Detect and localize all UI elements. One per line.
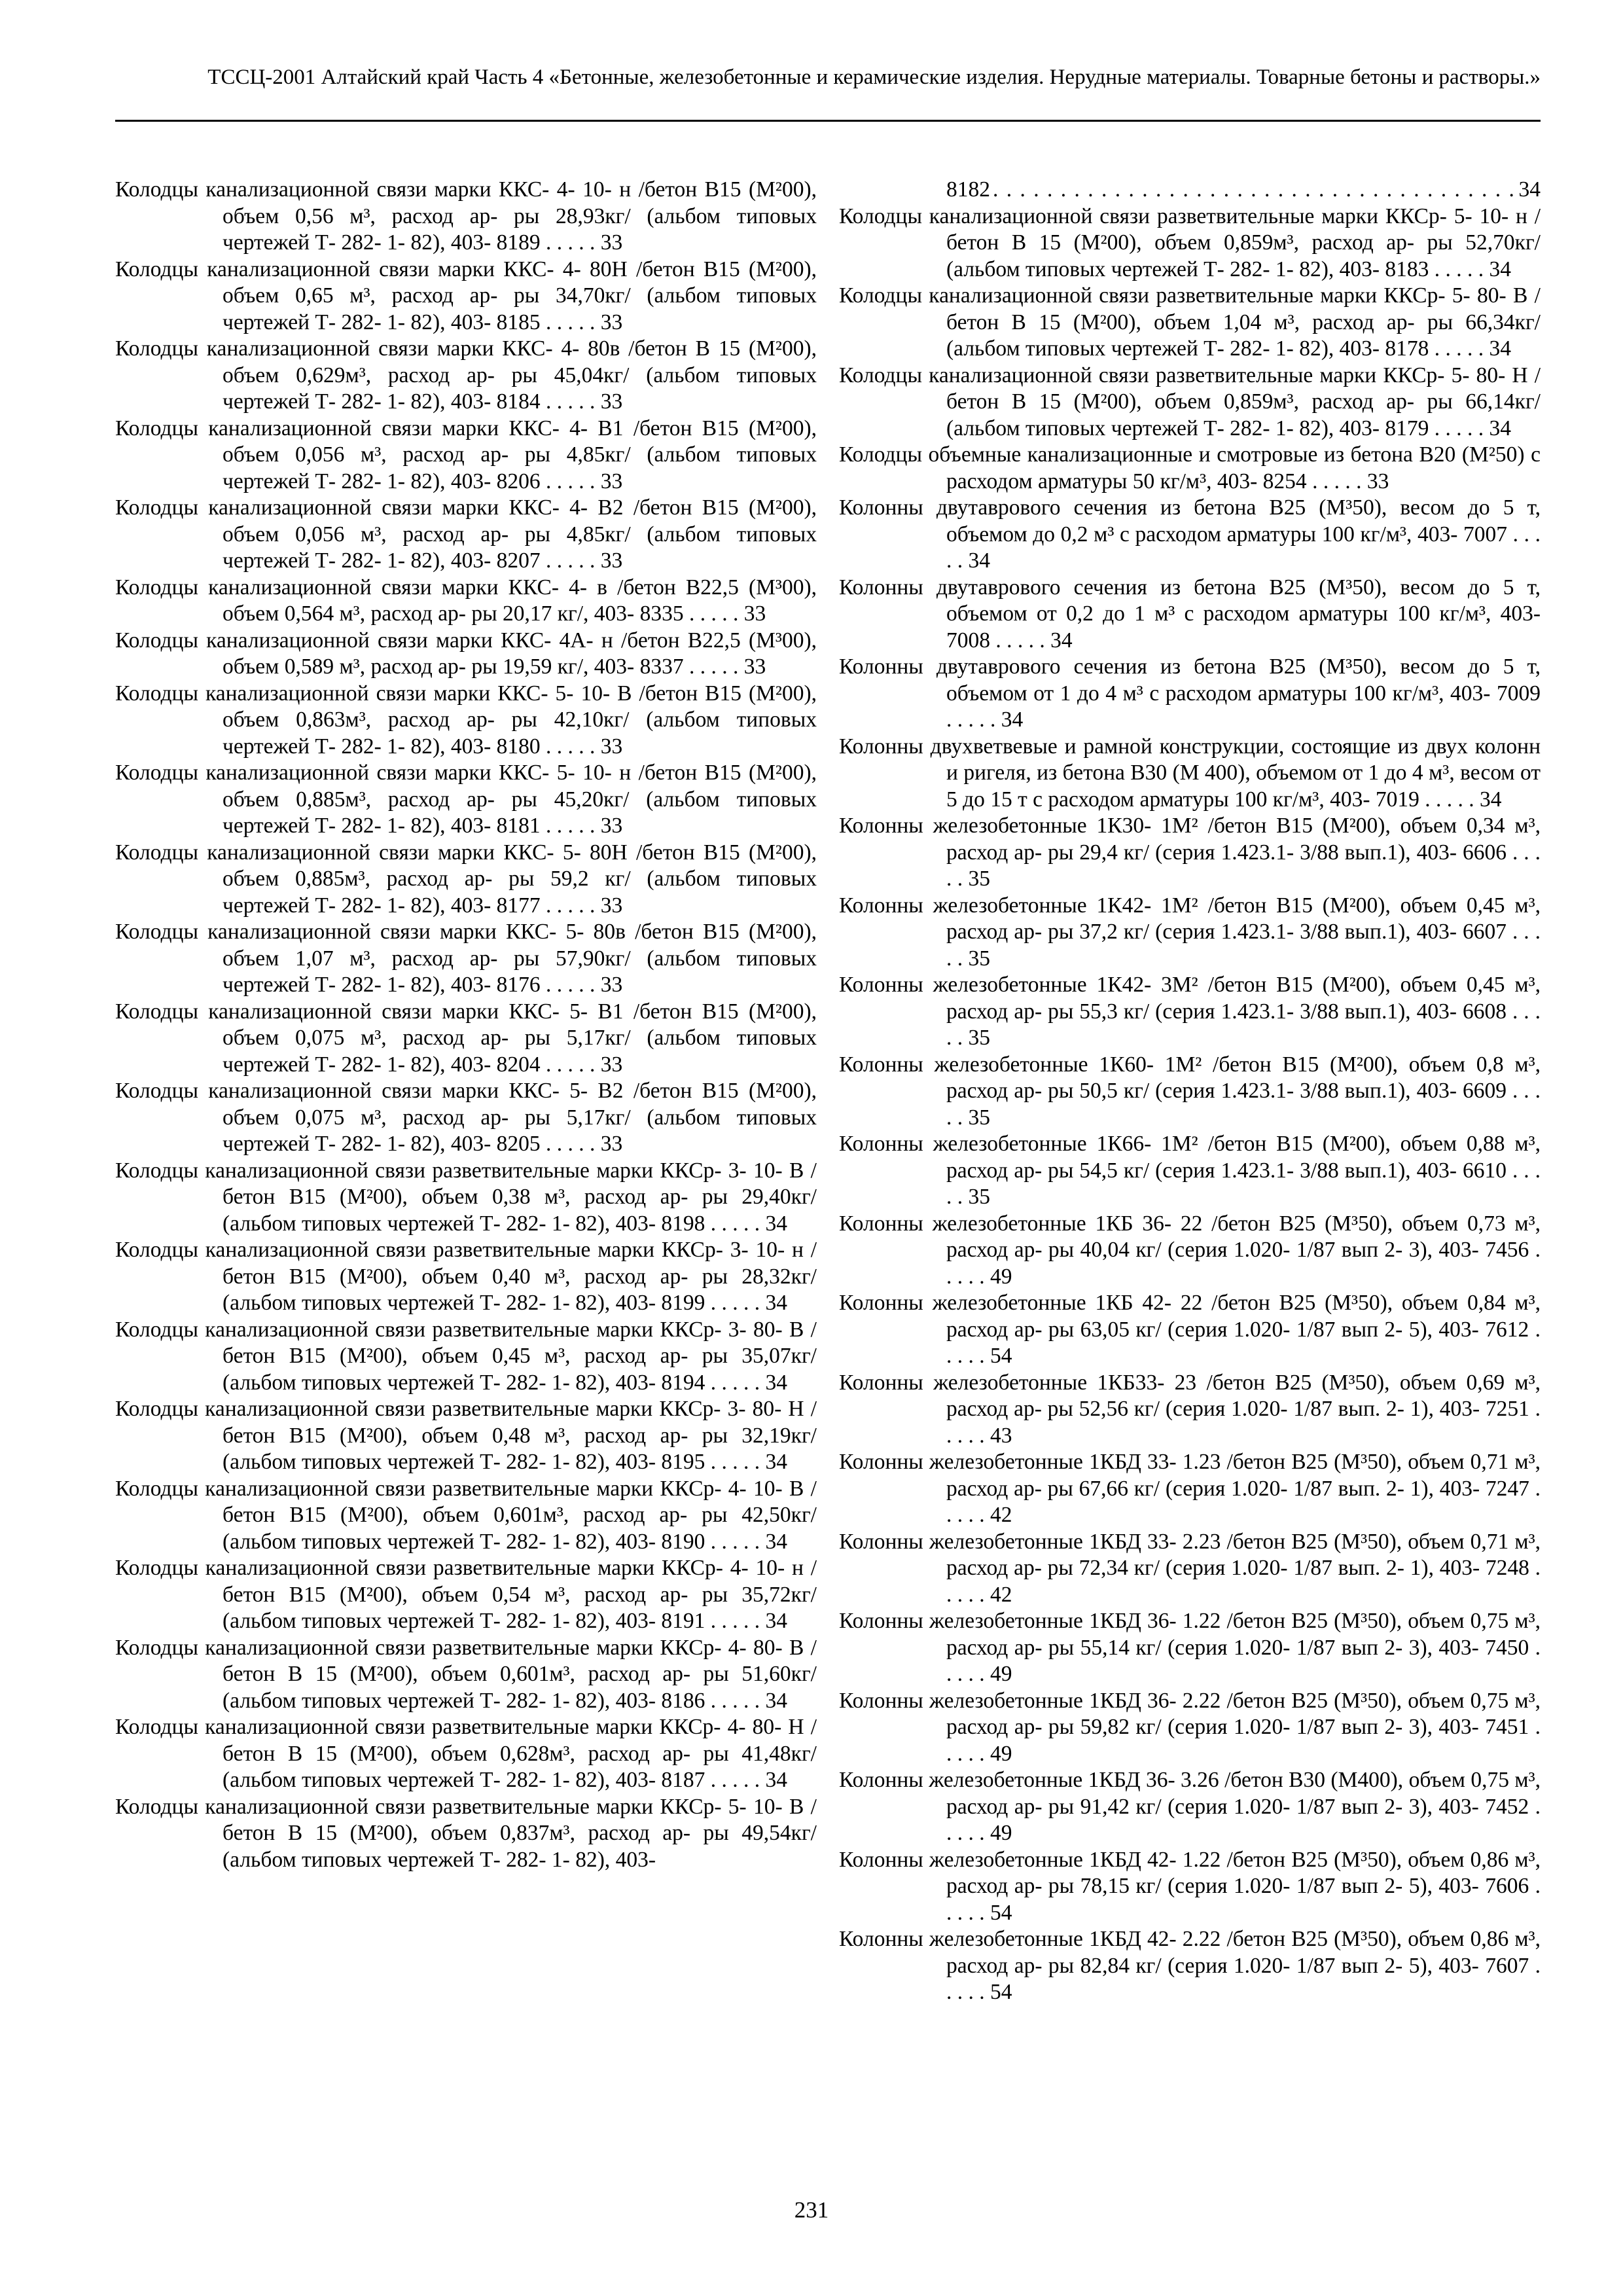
entry-text: Колодцы канализационной связи разветвительные марки ККСр- 5- 80- Н /бетон В 15 (М²00), объем 0,859м³, расход ар- ры 66,14кг/ (альбом типовых чертежей Т- 282- 1- 82), 403- 8179: [839, 363, 1541, 440]
dot-leader: . . . . .: [1419, 787, 1480, 812]
entry-page: 35: [968, 1105, 990, 1130]
dot-leader: . . . . .: [683, 655, 744, 679]
entry-text: Колодцы канализационной связи разветвительные марки ККСр- 4- 10- н /бетон В15 (М²00), объем 0,54 м³, расход ар- ры 35,72кг/ (альбом типовых чертежей Т- 282- 1- 82), 403- 8191: [115, 1556, 817, 1633]
entry-text: Колодцы канализационной связи марки ККС- 5- 80Н /бетон В15 (М²00), объем 0,885м³, расход ар- ры 59,2 кг/ (альбом типовых чертежей Т- 282- 1- 82), 403- 8177: [115, 840, 817, 918]
entry-text: Колодцы канализационной связи разветвительные марки ККСр- 5- 80- В /бетон В 15 (М²00), объем 1,04 м³, расход ар- ры 66,34кг/ (альбом типовых чертежей Т- 282- 1- 82), 403- 8178: [839, 283, 1541, 361]
index-column-right: [839, 177, 1541, 2006]
continued-entry: [839, 177, 1541, 204]
running-header: ТССЦ-2001 Алтайский край Часть 4 «Бетонные, железобетонные и керамические изделия. Нерудные материалы. Товарные бетоны и растворы.»: [207, 65, 1541, 89]
dot-leader: . . . . .: [540, 1132, 601, 1156]
index-entry: [839, 1449, 1541, 1529]
entry-text: 8182: [946, 177, 990, 202]
entry-page: 33: [600, 548, 623, 573]
dot-leader: . . . . .: [1429, 336, 1489, 361]
index-entry: [115, 1078, 817, 1158]
dot-leader: . . . . .: [946, 920, 1541, 971]
index-entry: [839, 734, 1541, 814]
index-entry: [839, 495, 1541, 575]
index-entry: [839, 1608, 1541, 1688]
entry-text: Колодцы объемные канализационные и смотровые из бетона В20 (М²50) с расходом арматуры 50 кг/м³, 403- 8254: [839, 442, 1541, 493]
entry-text: Колодцы канализационной связи разветвительные марки ККСр- 3- 80- В /бетон В15 (М²00), объем 0,45 м³, расход ар- ры 35,07кг/ (альбом типовых чертежей Т- 282- 1- 82), 403- 8194: [115, 1317, 817, 1395]
entry-page: 34: [968, 548, 990, 573]
entry-page: 49: [990, 1741, 1012, 1766]
index-entry: [839, 1290, 1541, 1370]
index-entry: [115, 1794, 817, 1874]
entry-text: Колонны двухветвевые и рамной конструкции, состоящие из двух колонн и ригеля, из бетона В30 (М 400), объемом от 1 до 4 м³, весом от 5 до 15 т с расходом арматуры 100 кг/м³, 403- 7019: [839, 734, 1541, 812]
entry-page: 34: [765, 1768, 788, 1792]
dot-leader: . . . . .: [946, 1079, 1541, 1130]
index-entry: [115, 999, 817, 1079]
entry-page: 33: [743, 655, 766, 679]
entry-page: 33: [600, 1052, 623, 1077]
dot-leader: . . . . .: [946, 1635, 1541, 1686]
entry-text: Колонны железобетонные 1КБД 36- 1.22 /бетон В25 (М³50), объем 0,75 м³, расход ар- ры 55,14 кг/ (серия 1.020- 1/87 вып 2- 3), 403- 7450: [839, 1609, 1541, 1660]
index-entry: [115, 1555, 817, 1635]
entry-text: Колодцы канализационной связи разветвительные марки ККСр- 3- 80- Н /бетон В15 (М²00), объем 0,48 м³, расход ар- ры 32,19кг/ (альбом типовых чертежей Т- 282- 1- 82), 403- 8195: [115, 1397, 817, 1474]
dot-leader: . . . . .: [946, 1317, 1541, 1368]
index-entry: [115, 416, 817, 495]
entry-page: 54: [990, 1900, 1012, 1925]
dot-leader: . . . . .: [540, 389, 601, 414]
entry-text: Колонны железобетонные 1КБ 36- 22 /бетон В25 (М³50), объем 0,73 м³, расход ар- ры 40,04 кг/ (серия 1.020- 1/87 вып 2- 3), 403- 7456: [839, 1211, 1541, 1262]
dot-leader: . . . . .: [946, 1556, 1541, 1607]
dot-leader: . . . . .: [540, 230, 601, 255]
index-column-left: [115, 177, 817, 1873]
entry-text: Колодцы канализационной связи марки ККС- 4- 80Н /бетон В15 (М²00), объем 0,65 м³, расход ар- ры 34,70кг/ (альбом типовых чертежей Т- 282- 1- 82), 403- 8185: [115, 257, 817, 334]
dot-leader: . . . . .: [540, 814, 601, 838]
entry-text: Колонны двутаврового сечения из бетона В25 (М³50), весом до 5 т, объемом от 1 до 4 м³ с расходом арматуры 100 кг/м³, 403- 7009: [839, 655, 1541, 706]
entry-page: 34: [765, 1609, 788, 1633]
dot-leader: . . . . .: [946, 708, 1001, 732]
entry-page: 42: [990, 1503, 1012, 1527]
dot-leader: . . . . .: [946, 1397, 1541, 1448]
entry-page: 34: [1479, 787, 1502, 812]
index-entry: [115, 1158, 817, 1238]
entry-page: 33: [600, 1132, 623, 1156]
dot-leader: . . . . .: [946, 1953, 1541, 2004]
entry-text: Колодцы канализационной связи марки ККС- 4- 10- н /бетон В15 (М²00), объем 0,56 м³, расход ар- ры 28,93кг/ (альбом типовых чертежей Т- 282- 1- 82), 403- 8189: [115, 177, 817, 255]
entry-text: Колодцы канализационной связи марки ККС- 4- 80в /бетон В 15 (М²00), объем 0,629м³, расход ар- ры 45,04кг/ (альбом типовых чертежей Т- 282- 1- 82), 403- 8184: [115, 336, 817, 414]
index-entry: [839, 1688, 1541, 1768]
entry-text: Колонны железобетонные 1КБД 33- 2.23 /бетон В25 (М³50), объем 0,71 м³, расход ар- ры 72,34 кг/ (серия 1.020- 1/87 вып. 2- 1), 403- 7248: [839, 1529, 1541, 1580]
dot-leader: . . . . .: [946, 840, 1541, 891]
entry-page: 34: [1489, 336, 1512, 361]
dot-leader: . . . . .: [946, 1158, 1541, 1209]
dot-leader: . . . . .: [946, 1476, 1541, 1527]
dot-leader: . . . . .: [540, 973, 601, 997]
entry-page: 34: [765, 1370, 788, 1395]
dot-leader: . . . . .: [946, 1715, 1541, 1766]
entry-text: Колонны железобетонные 1К42- 3М² /бетон В15 (М²00), объем 0,45 м³, расход ар- ры 55,3 кг/ (серия 1.423.1- 3/88 вып.1), 403- 6608: [839, 973, 1541, 1024]
entry-text: Колонны двутаврового сечения из бетона В25 (М³50), весом до 5 т, объемом до 0,2 м³ с расходом арматуры 100 кг/м³, 403- 7007: [839, 495, 1541, 547]
index-entry: [115, 177, 817, 257]
dot-leader: . . . . .: [540, 469, 601, 493]
index-entry: [839, 972, 1541, 1052]
dot-leader: . . . . .: [683, 601, 744, 626]
index-entry: [839, 1131, 1541, 1211]
index-entry: [115, 1396, 817, 1476]
entry-text: Колодцы канализационной связи разветвительные марки ККСр- 4- 10- В /бетон В15 (М²00), объем 0,601м³, расход ар- ры 42,50кг/ (альбом типовых чертежей Т- 282- 1- 82), 403- 8190: [115, 1476, 817, 1554]
entry-page: 34: [765, 1688, 788, 1713]
entry-text: Колонны железобетонные 1КБД 42- 1.22 /бетон В25 (М³50), объем 0,86 м³, расход ар- ры 78,15 кг/ (серия 1.020- 1/87 вып 2- 5), 403- 7606: [839, 1847, 1541, 1898]
index-entry: [115, 575, 817, 628]
entry-text: Колодцы канализационной связи марки ККС- 4А- н /бетон В22,5 (М³00), объем 0,589 м³, расход ар- ры 19,59 кг/, 403- 8337: [115, 628, 817, 679]
entry-text: Колонны железобетонные 1КБД 33- 1.23 /бетон В25 (М³50), объем 0,71 м³, расход ар- ры 67,66 кг/ (серия 1.020- 1/87 вып. 2- 1), 403- 7247: [839, 1450, 1541, 1501]
entry-page: 33: [600, 469, 623, 493]
dot-leader: . . . . .: [705, 1688, 766, 1713]
index-entry: [115, 495, 817, 575]
entry-text: Колодцы канализационной связи разветвительные марки ККСр- 5- 10- н /бетон В 15 (М²00), объем 0,859м³, расход ар- ры 52,70кг/ (альбом типовых чертежей Т- 282- 1- 82), 403- 8183: [839, 204, 1541, 281]
dot-leader: . . . . .: [705, 1529, 766, 1554]
entry-text: Колодцы канализационной связи марки ККС- 5- 10- н /бетон В15 (М²00), объем 0,885м³, расход ар- ры 45,20кг/ (альбом типовых чертежей Т- 282- 1- 82), 403- 8181: [115, 761, 817, 838]
index-entry: [115, 628, 817, 681]
entry-text: Колодцы канализационной связи марки ККС- 4- В1 /бетон В15 (М²00), объем 0,056 м³, расход ар- ры 4,85кг/ (альбом типовых чертежей Т- 282- 1- 82), 403- 8206: [115, 416, 817, 493]
entry-page: 34: [765, 1529, 788, 1554]
index-entry: [115, 840, 817, 920]
entry-text: Колонны железобетонные 1К42- 1М² /бетон В15 (М²00), объем 0,45 м³, расход ар- ры 37,2 кг/ (серия 1.423.1- 3/88 вып.1), 403- 6607: [839, 893, 1541, 944]
index-entry: [115, 919, 817, 999]
index-entry: [839, 1767, 1541, 1847]
entry-page: 33: [600, 310, 623, 334]
dot-leader: [993, 177, 1516, 204]
index-entry: [839, 1370, 1541, 1450]
entry-text: Колонны железобетонные 1КБД 36- 2.22 /бетон В25 (М³50), объем 0,75 м³, расход ар- ры 59,82 кг/ (серия 1.020- 1/87 вып 2- 3), 403- 7451: [839, 1688, 1541, 1739]
index-entry: [115, 681, 817, 761]
entry-text: Колодцы канализационной связи марки ККС- 5- В2 /бетон В15 (М²00), объем 0,075 м³, расход ар- ры 5,17кг/ (альбом типовых чертежей Т- 282- 1- 82), 403- 8205: [115, 1079, 817, 1156]
dot-leader: . . . . .: [1429, 257, 1489, 281]
entry-text: Колонны железобетонные 1КБ33- 23 /бетон В25 (М³50), объем 0,69 м³, расход ар- ры 52,56 кг/ (серия 1.020- 1/87 вып. 2- 1), 403- 7251: [839, 1370, 1541, 1421]
index-entry: [115, 1476, 817, 1556]
entry-page: 35: [968, 946, 990, 971]
index-entry: [839, 1529, 1541, 1609]
entry-page: 49: [990, 1264, 1012, 1289]
dot-leader: . . . . .: [946, 1794, 1541, 1845]
dot-leader: . . . . .: [946, 999, 1541, 1050]
entry-page: 34: [1518, 177, 1541, 202]
dot-leader: . . . . .: [705, 1291, 766, 1315]
entry-page: 34: [765, 1211, 788, 1236]
entry-text: Колонны железобетонные 1КБД 42- 2.22 /бетон В25 (М³50), объем 0,86 м³, расход ар- ры 82,84 кг/ (серия 1.020- 1/87 вып 2- 5), 403- 7607: [839, 1927, 1541, 1978]
entry-page: 49: [990, 1662, 1012, 1686]
entry-text: Колодцы канализационной связи марки ККС- 4- В2 /бетон В15 (М²00), объем 0,056 м³, расход ар- ры 4,85кг/ (альбом типовых чертежей Т- 282- 1- 82), 403- 8207: [115, 495, 817, 573]
entry-text: Колонны железобетонные 1К66- 1М² /бетон В15 (М²00), объем 0,88 м³, расход ар- ры 54,5 кг/ (серия 1.423.1- 3/88 вып.1), 403- 6610: [839, 1132, 1541, 1183]
entry-page: 43: [990, 1423, 1012, 1448]
entry-page: 33: [1366, 469, 1389, 493]
dot-leader: . . . . .: [705, 1450, 766, 1474]
dot-leader: . . . . .: [540, 734, 601, 759]
index-entry: [115, 1237, 817, 1317]
entry-page: 34: [1489, 416, 1512, 440]
index-entry: [839, 893, 1541, 973]
dot-leader: . . . . .: [540, 310, 601, 334]
dot-leader: . . . . .: [540, 548, 601, 573]
entry-text: Колонны железобетонные 1КБД 36- 3.26 /бетон В30 (М400), объем 0,75 м³, расход ар- ры 91,42 кг/ (серия 1.020- 1/87 вып 2- 3), 403- 7452: [839, 1768, 1541, 1819]
index-entry: [839, 1052, 1541, 1132]
dot-leader: . . . . .: [1429, 416, 1489, 440]
entry-page: 33: [600, 389, 623, 414]
index-entry: [839, 204, 1541, 283]
index-entry: [839, 654, 1541, 734]
index-entry: [839, 1926, 1541, 2006]
entry-page: 35: [968, 1185, 990, 1209]
entry-page: 33: [600, 893, 623, 918]
index-entry: [115, 336, 817, 416]
dot-leader: . . . . .: [705, 1609, 766, 1633]
entry-page: 54: [990, 1344, 1012, 1368]
dot-leader: . . . . .: [946, 1874, 1541, 1925]
page-number: 231: [794, 2197, 829, 2223]
entry-page: 33: [600, 734, 623, 759]
entry-page: 35: [968, 1026, 990, 1050]
entry-text: Колодцы канализационной связи марки ККС- 5- 80в /бетон В15 (М²00), объем 1,07 м³, расход ар- ры 57,90кг/ (альбом типовых чертежей Т- 282- 1- 82), 403- 8176: [115, 920, 817, 997]
index-entry: [839, 575, 1541, 655]
entry-text: Колонны железобетонные 1К60- 1М² /бетон В15 (М²00), объем 0,8 м³, расход ар- ры 50,5 кг/ (серия 1.423.1- 3/88 вып.1), 403- 6609: [839, 1052, 1541, 1103]
dot-leader: . . . . .: [705, 1211, 766, 1236]
dot-leader: . . . . .: [1306, 469, 1367, 493]
entry-page: 34: [765, 1450, 788, 1474]
entry-text: Колонны железобетонные 1КБ 42- 22 /бетон В25 (М³50), объем 0,84 м³, расход ар- ры 63,05 кг/ (серия 1.020- 1/87 вып 2- 5), 403- 7612: [839, 1291, 1541, 1342]
dot-leader: . . . . .: [540, 1052, 601, 1077]
dot-leader: . . . . .: [946, 1238, 1541, 1289]
entry-text: Колодцы канализационной связи разветвительные марки ККСр- 4- 80- Н /бетон В 15 (М²00), объем 0,628м³, расход ар- ры 41,48кг/ (альбом типовых чертежей Т- 282- 1- 82), 403- 8187: [115, 1715, 817, 1792]
dot-leader: . . . . .: [705, 1370, 766, 1395]
index-entry: [115, 1635, 817, 1715]
entry-page: 34: [1489, 257, 1512, 281]
entry-page: 35: [968, 867, 990, 891]
entry-page: 42: [990, 1582, 1012, 1607]
dot-leader: . . . . .: [705, 1768, 766, 1792]
index-entry: [115, 257, 817, 336]
index-entry: [839, 1211, 1541, 1291]
entry-text: Колодцы канализационной связи марки ККС- 4- в /бетон В22,5 (М³00), объем 0,564 м³, расход ар- ры 20,17 кг/, 403- 8335: [115, 575, 817, 626]
entry-text: Колонны железобетонные 1К30- 1М² /бетон В15 (М²00), объем 0,34 м³, расход ар- ры 29,4 кг/ (серия 1.423.1- 3/88 вып.1), 403- 6606: [839, 814, 1541, 865]
index-entry: [839, 442, 1541, 495]
entry-page: 49: [990, 1821, 1012, 1845]
entry-page: 34: [1001, 708, 1024, 732]
index-entry: [115, 1714, 817, 1794]
entry-text: Колодцы канализационной связи марки ККС- 5- 10- В /бетон В15 (М²00), объем 0,863м³, расход ар- ры 42,10кг/ (альбом типовых чертежей Т- 282- 1- 82), 403- 8180: [115, 681, 817, 759]
entry-page: 33: [743, 601, 766, 626]
entry-page: 33: [600, 230, 623, 255]
index-entry: [115, 760, 817, 840]
dot-leader: . . . . .: [540, 893, 601, 918]
index-entry: [839, 283, 1541, 363]
entry-text: Колодцы канализационной связи марки ККС- 5- В1 /бетон В15 (М²00), объем 0,075 м³, расход ар- ры 5,17кг/ (альбом типовых чертежей Т- 282- 1- 82), 403- 8204: [115, 999, 817, 1077]
entry-page: 33: [600, 814, 623, 838]
index-entry: [115, 1317, 817, 1397]
entry-text: Колодцы канализационной связи разветвительные марки ККСр- 4- 80- В /бетон В 15 (М²00), объем 0,601м³, расход ар- ры 51,60кг/ (альбом типовых чертежей Т- 282- 1- 82), 403- 8186: [115, 1635, 817, 1713]
index-entry: [839, 1847, 1541, 1927]
entry-text: Колонны двутаврового сечения из бетона В25 (М³50), весом до 5 т, объемом от 0,2 до 1 м³ с расходом арматуры 100 кг/м³, 403- 7008: [839, 575, 1541, 653]
header-rule: [115, 120, 1541, 122]
dot-leader: . . . . .: [946, 522, 1541, 573]
entry-page: 34: [765, 1291, 788, 1315]
entry-page: 34: [1050, 628, 1073, 653]
entry-text: Колодцы канализационной связи разветвительные марки ККСр- 5- 10- В /бетон В 15 (М²00), объем 0,837м³, расход ар- ры 49,54кг/ (альбом типовых чертежей Т- 282- 1- 82), 403-: [115, 1794, 817, 1872]
entry-page: 33: [600, 973, 623, 997]
dot-leader: . . . . .: [990, 628, 1051, 653]
entry-text: Колодцы канализационной связи разветвительные марки ККСр- 3- 10- н /бетон В15 (М²00), объем 0,40 м³, расход ар- ры 28,32кг/ (альбом типовых чертежей Т- 282- 1- 82), 403- 8199: [115, 1238, 817, 1315]
entry-page: 54: [990, 1980, 1012, 2004]
index-entry: [839, 813, 1541, 893]
entry-text: Колодцы канализационной связи разветвительные марки ККСр- 3- 10- В /бетон В15 (М²00), объем 0,38 м³, расход ар- ры 29,40кг/ (альбом типовых чертежей Т- 282- 1- 82), 403- 8198: [115, 1158, 817, 1236]
index-entry: [839, 363, 1541, 442]
